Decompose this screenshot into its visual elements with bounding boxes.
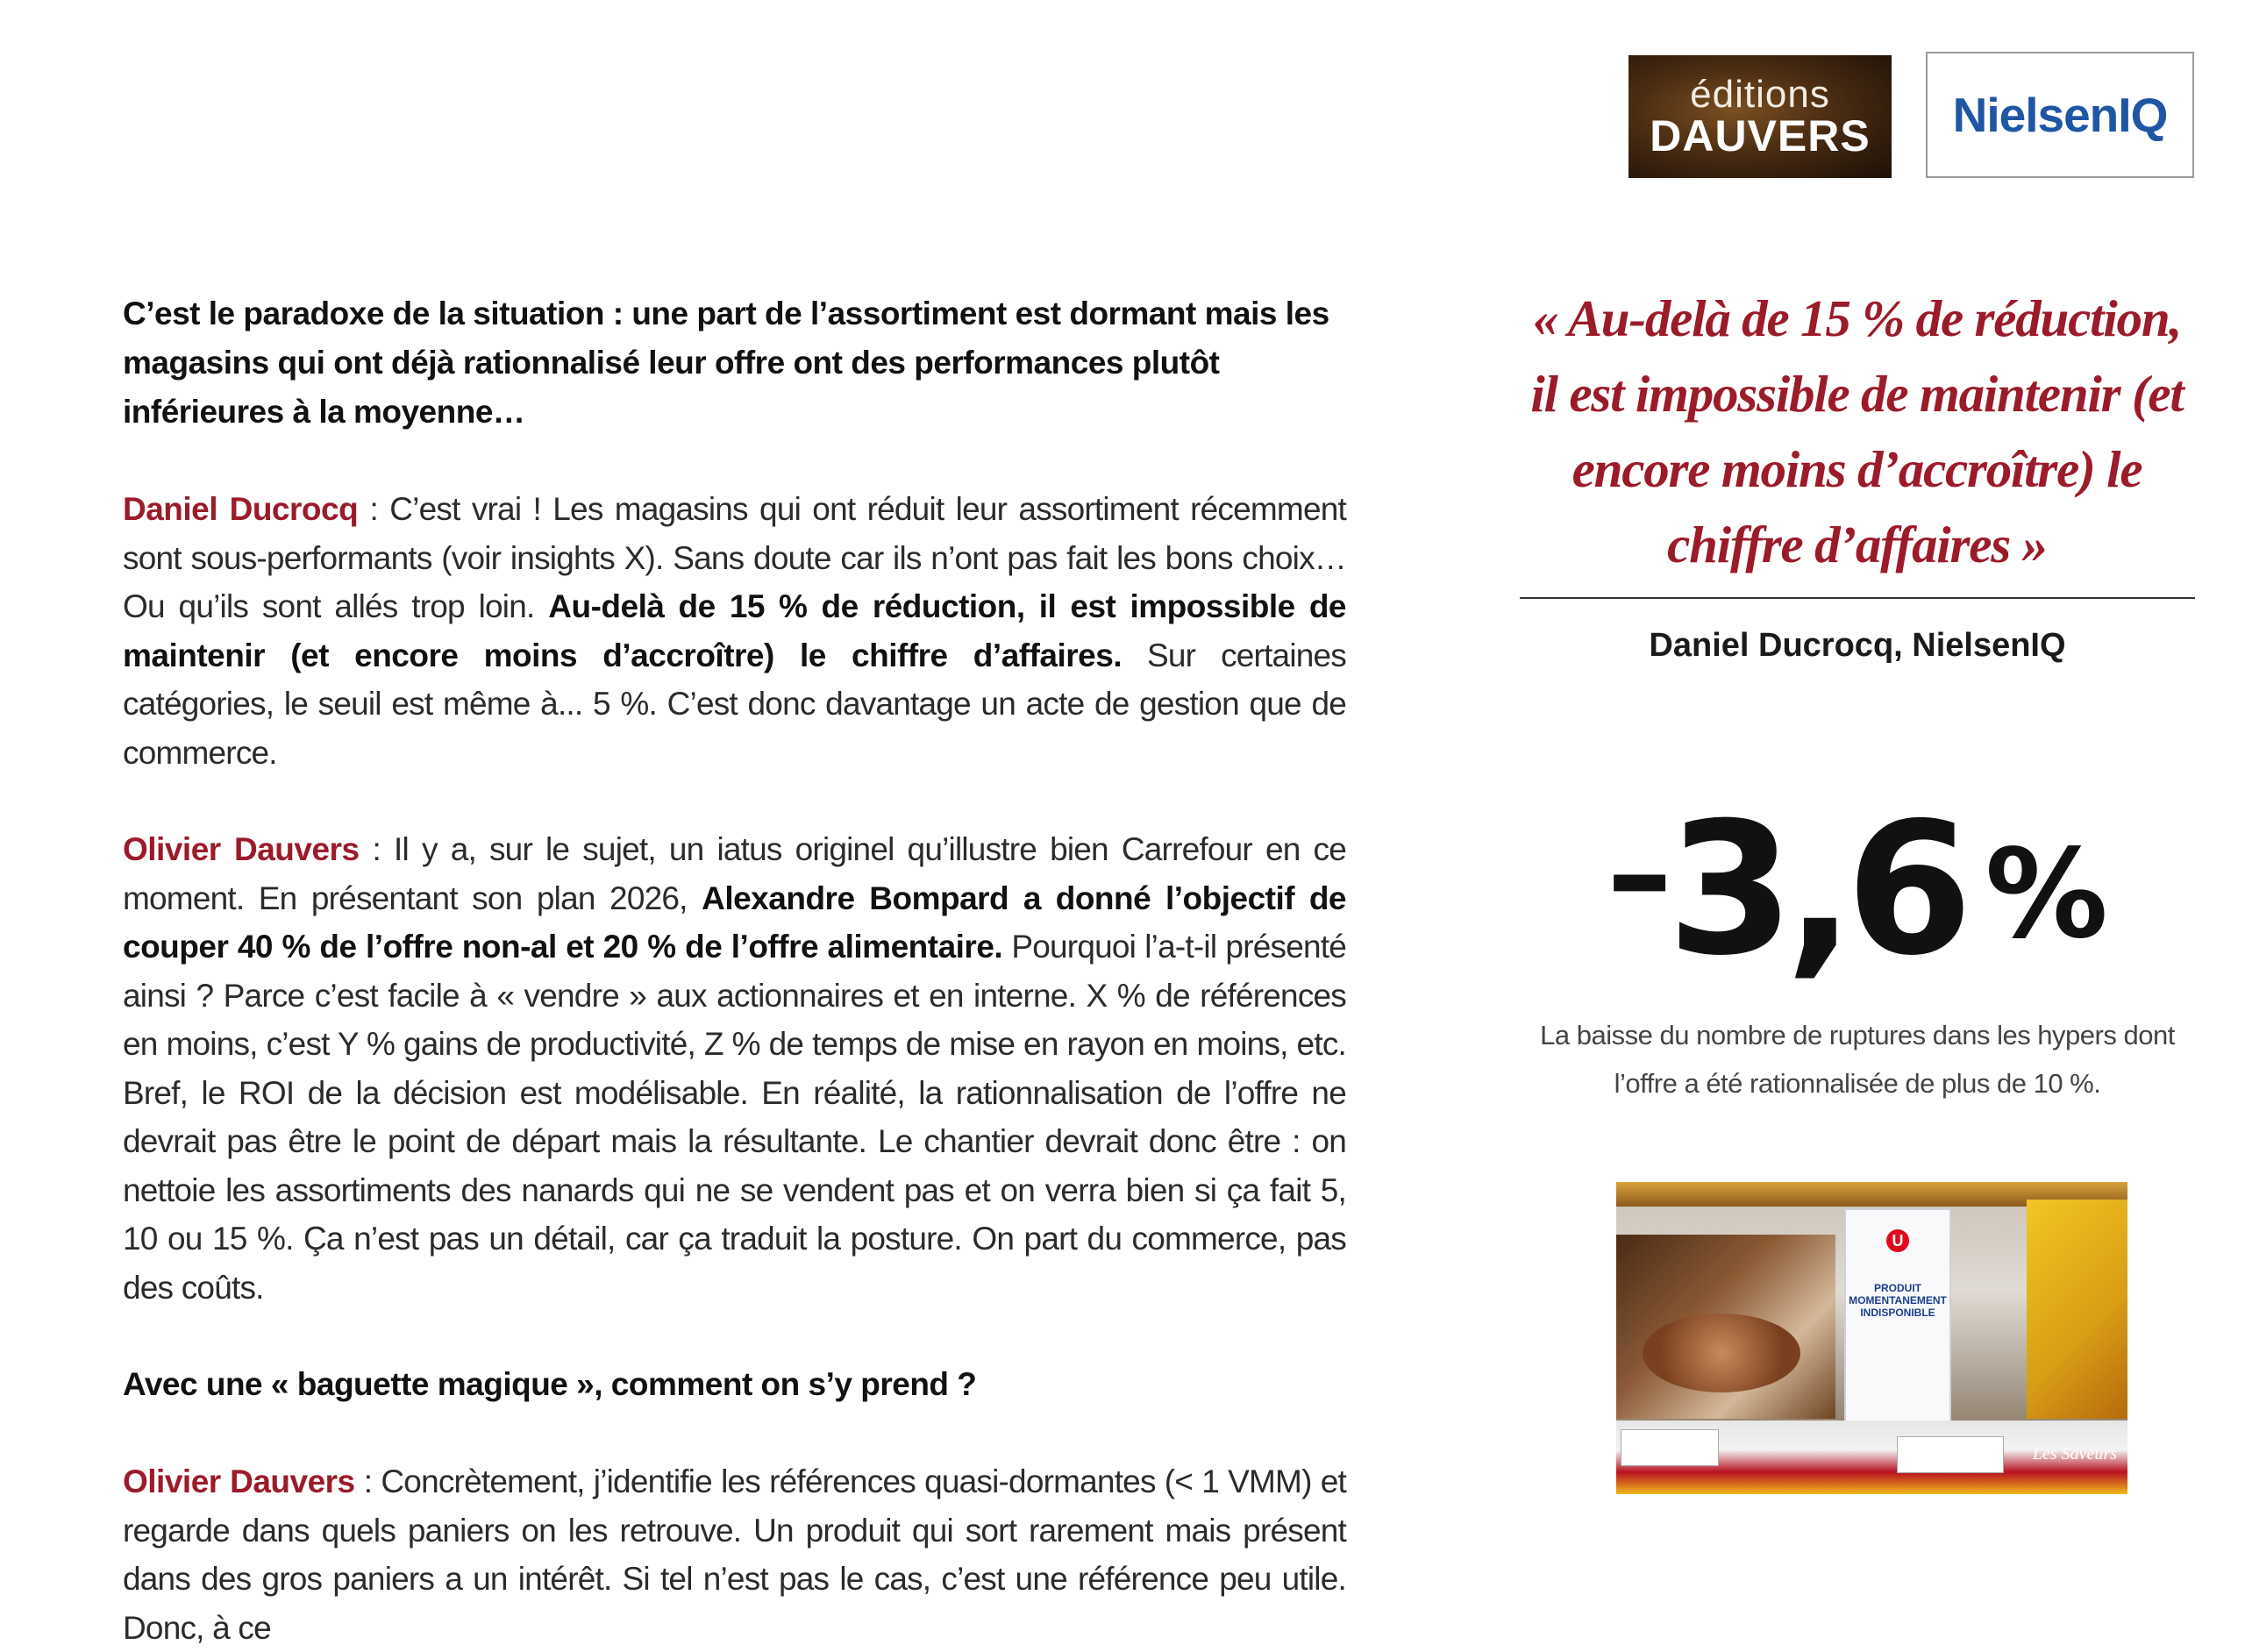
paragraph-text: Sur certaines catégories, le seuil est même à... 5 %. C’est donc davantage un acte de gestion que de commerce.	[123, 637, 1346, 771]
key-figure-caption: La baisse du nombre de ruptures dans les hypers dont l’offre a été rationnalisée de plus de 10 %.	[1540, 1020, 2175, 1099]
paragraph-ducrocq	[123, 485, 1346, 777]
nielseniq-logo: NielsenIQ	[1926, 52, 2194, 178]
article-body	[123, 289, 1346, 1652]
key-figure-unit: %	[1985, 823, 2108, 966]
quote-author: Daniel Ducrocq, NielsenIQ	[1649, 627, 2066, 664]
paragraph-dauvers-2	[123, 1457, 1346, 1652]
key-figure-value: 3,6	[1667, 784, 1964, 996]
store-logo-icon: U	[1886, 1229, 1909, 1252]
product-boxes	[2027, 1200, 2127, 1419]
brand-label: Les Saveurs	[2032, 1444, 2117, 1463]
logo-line-editions: éditions	[1690, 73, 1830, 116]
lead-question-2: Avec une « baguette magique », comment on s’y prend ?	[123, 1366, 977, 1402]
logo-line-dauvers: DAUVERS	[1650, 111, 1871, 160]
speaker-name: Daniel Ducrocq	[123, 491, 359, 527]
key-figure-sign: –	[1607, 798, 1668, 951]
speaker-name: Olivier Dauvers	[123, 1463, 355, 1499]
paragraph-text: : Il y a, sur le sujet, un iatus originel qu’illustre bien Carrefour en ce moment. En présentant son plan 2026,	[123, 831, 1346, 916]
price-label	[1621, 1429, 1719, 1466]
key-figure	[1520, 784, 2195, 996]
paragraph-text: : C’est vrai ! Les magasins qui ont réduit leur assortiment récemment sont sous-performants (voir insights X). Sans doute car ils n’ont pas fait les bons choix… Ou qu’ils sont allés trop loin.	[123, 491, 1346, 624]
paragraph-text: : Concrètement, j’identifie les références quasi-dormantes (< 1 VMM) et regarde dans quels paniers on les retrouve. Un produit qui sort rarement mais présent dans des gros paniers a un intérêt. Si tel n’est pas le cas, c’est une référence peu utile. Donc, à ce	[123, 1463, 1346, 1646]
editions-dauvers-logo	[1629, 55, 1892, 178]
highlighted-text: Au-delà de 15 % de réduction, il est impossible de maintenir (et encore moins d’accroître) le chiffre d’affaires.	[123, 588, 1347, 673]
pull-quote-text: « Au-delà de 15 % de réduction, il est impossible de maintenir (et encore moins d’accroître) le chiffre d’affaires »	[1530, 289, 2184, 573]
pull-quote	[1517, 281, 2197, 582]
quote-divider	[1520, 597, 2195, 599]
price-label	[1897, 1436, 2004, 1473]
store-shelf-photo	[1616, 1182, 2127, 1494]
paragraph-text: Pourquoi l’a-t-il présenté ainsi ? Parce c’est facile à « vendre » aux actionnaires et en interne. X % de références en moins, c’est Y % gains de productivité, Z % de temps de mise en rayon en moins, etc. Bref, le ROI de la décision est modélisable. En réalité, la rationnalisation de l’offre ne devrait pas être le point de départ mais la résultante. Le chantier devrait donc être : on nettoie les assortiments des nanards qui ne se vendent pas et on verra bien si ça fait 5, 10 ou 15 %. Ça n’est pas un détail, car ça traduit la posture. On part du commerce, pas des coûts.	[123, 929, 1347, 1306]
paragraph-dauvers-1	[123, 825, 1346, 1312]
dessert-image	[1643, 1314, 1800, 1392]
lead-question-1: C’est le paradoxe de la situation : une part de l’assortiment est dormant mais les magasins qui ont déjà rationnalisé leur offre ont des performances plutôt inférieures à la moyenne…	[123, 296, 1329, 430]
speaker-name: Olivier Dauvers	[123, 831, 360, 867]
highlighted-text: Alexandre Bompard a donné l’objectif de couper 40 % de l’offre non-al et 20 % de l’offre alimentaire.	[123, 879, 1346, 965]
sign-title: PRODUIT MOMENTANEMENT INDISPONIBLE	[1849, 1282, 1947, 1319]
